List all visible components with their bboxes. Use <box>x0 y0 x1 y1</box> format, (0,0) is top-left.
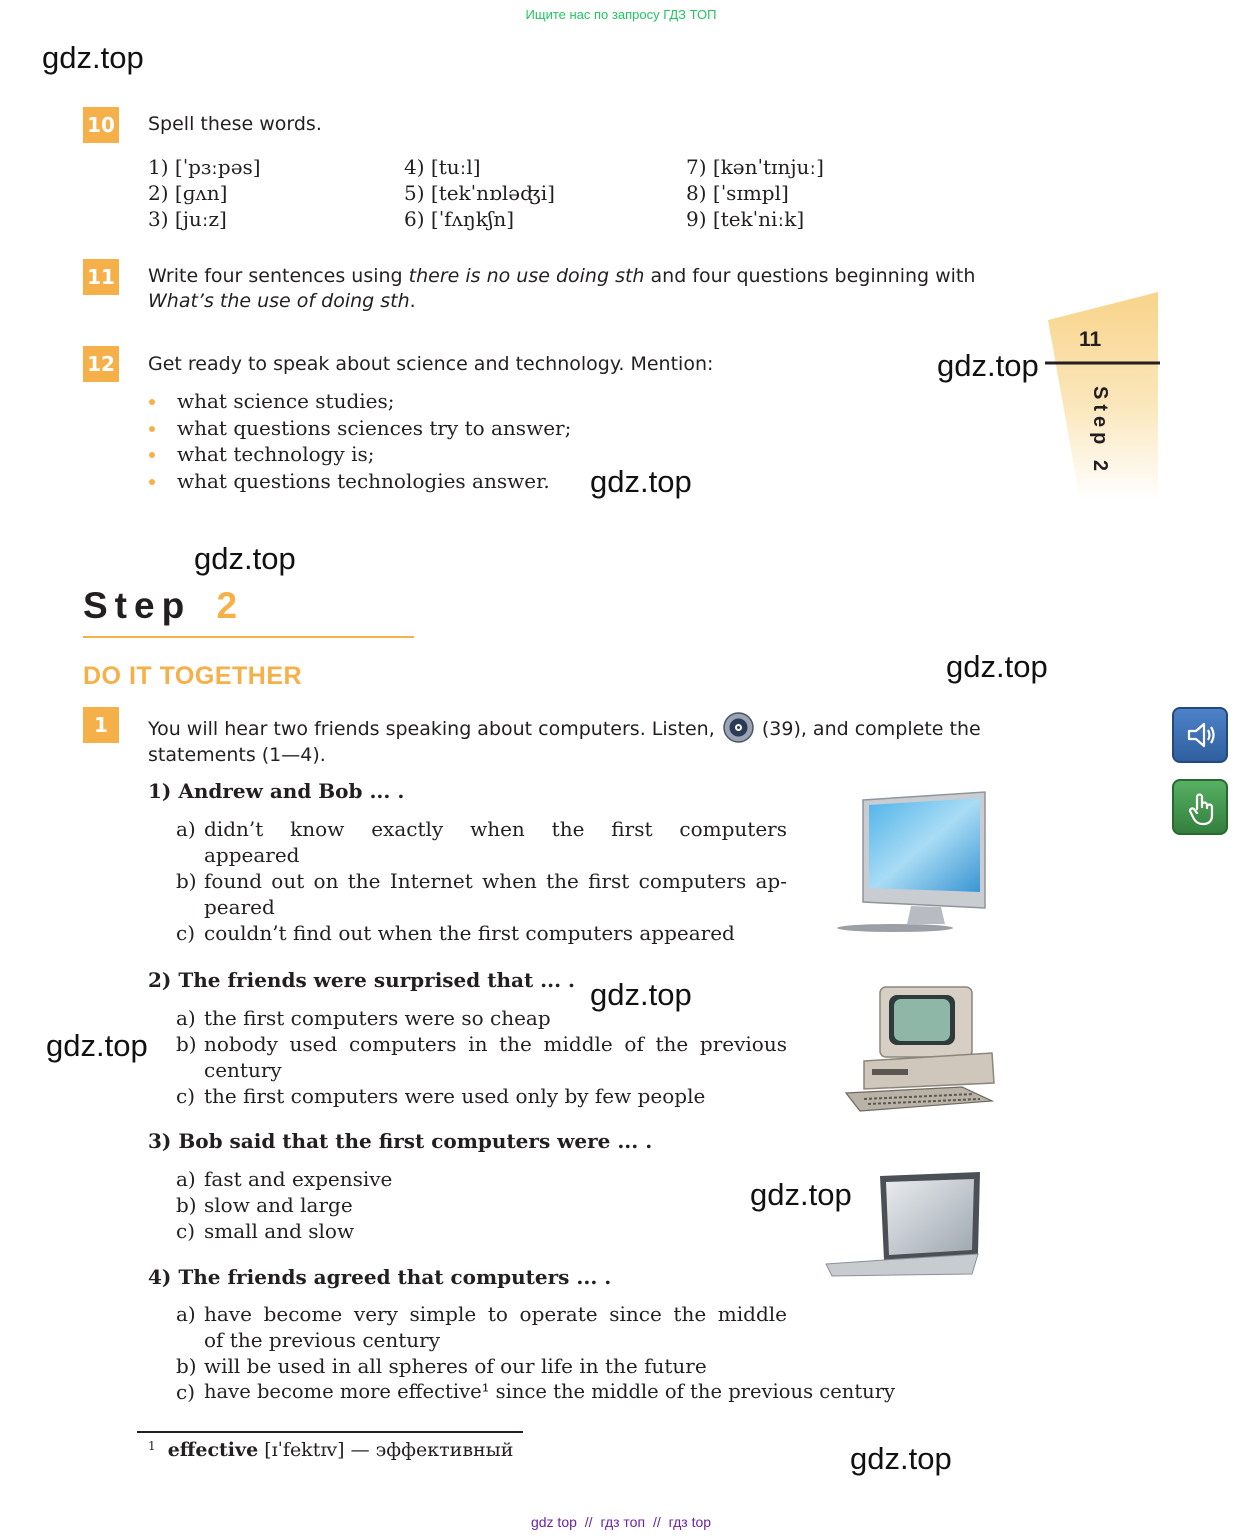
footer-separator: // <box>652 1514 661 1530</box>
instruction-text: (39), and complete the <box>755 718 981 740</box>
cd-disc-icon[interactable] <box>723 712 754 743</box>
ipa-word: 9) [tekˈniːk] <box>686 207 805 231</box>
instruction-italic: there is no use doing sth <box>408 265 645 287</box>
answer-option[interactable] <box>176 1379 896 1405</box>
heading-divider <box>83 636 414 638</box>
option-letter: a) <box>176 1302 196 1326</box>
step-side-tab <box>1045 290 1160 500</box>
answer-option[interactable] <box>176 1353 787 1379</box>
answer-option[interactable] <box>176 1192 787 1218</box>
watermark: gdz.top <box>946 649 1048 684</box>
option-letter: b) <box>176 869 197 893</box>
option-text: the first computers were so cheap <box>204 1006 551 1030</box>
page-number: 11 <box>1079 328 1102 351</box>
footnote-mark: 1 <box>148 1439 156 1453</box>
list-item: what science studies; <box>148 388 571 415</box>
answer-option[interactable] <box>176 1218 787 1244</box>
watermark: gdz.top <box>750 1177 852 1212</box>
instruction-italic: What’s the use of doing sth <box>148 290 410 312</box>
option-text: appeared <box>204 843 300 867</box>
option-letter: b) <box>176 1032 197 1056</box>
question-1-options <box>176 816 787 946</box>
watermark: gdz.top <box>590 464 692 499</box>
option-text: will be used in all spheres of our life in the future <box>204 1354 707 1378</box>
option-text: have become very simple to operate since the middle <box>204 1302 787 1326</box>
footer-link[interactable]: гдз top <box>668 1514 712 1530</box>
ipa-word: 4) [tuːl] <box>404 155 481 179</box>
exercise-1-instruction <box>148 712 981 768</box>
answer-option[interactable] <box>176 1031 787 1083</box>
option-letter: a) <box>176 1167 196 1191</box>
answer-option[interactable] <box>176 816 787 868</box>
option-text: slow and large <box>204 1193 353 1217</box>
section-heading: DO IT TOGETHER <box>83 662 303 690</box>
option-text: peared <box>204 895 275 919</box>
instruction-text: . <box>409 290 416 312</box>
answer-option[interactable] <box>176 1083 787 1109</box>
watermark: gdz.top <box>46 1028 148 1063</box>
ipa-word: 3) [juːz] <box>148 207 227 231</box>
watermark: gdz.top <box>850 1441 952 1476</box>
instruction-text: Write four sentences using <box>148 265 409 287</box>
exercise-number-1: 1 <box>83 707 119 743</box>
option-letter: a) <box>176 817 196 841</box>
ipa-word: 5) [tekˈnɒləʤi] <box>404 181 555 205</box>
answer-option[interactable] <box>176 1301 787 1353</box>
option-letter: b) <box>176 1354 197 1378</box>
option-letter: c) <box>176 1380 196 1404</box>
list-item: what technology is; <box>148 441 571 468</box>
exercise-number-10: 10 <box>83 107 119 143</box>
option-letter: c) <box>176 921 196 945</box>
option-text: century <box>204 1058 282 1082</box>
monitor-image <box>835 790 995 935</box>
question-2-options <box>176 1005 787 1109</box>
footer-link[interactable]: gdz top <box>530 1514 577 1530</box>
retro-computer-image <box>842 983 997 1118</box>
question-3-options <box>176 1166 787 1244</box>
exercise-11-instruction <box>148 264 975 314</box>
option-text: the first computers were used only by few people <box>204 1084 706 1108</box>
watermark: gdz.top <box>937 348 1039 383</box>
option-letter: b) <box>176 1193 197 1217</box>
touch-hand-icon <box>1186 791 1218 827</box>
ipa-word: 2) [ɡʌn] <box>148 181 228 205</box>
question-1: 1) Andrew and Bob ... . <box>148 779 405 803</box>
answer-option[interactable] <box>176 1166 787 1192</box>
question-4: 4) The friends agreed that computers ... . <box>148 1265 612 1289</box>
answer-option[interactable] <box>176 920 787 946</box>
step-heading-word: Step <box>83 585 192 626</box>
answer-option[interactable] <box>176 868 787 920</box>
instruction-text: You will hear two friends speaking about computers. Listen, <box>148 718 721 740</box>
ipa-word: 8) [ˈsɪmpl] <box>686 181 789 205</box>
option-letter: c) <box>176 1084 196 1108</box>
laptop-image <box>822 1170 982 1282</box>
footer-separator: // <box>584 1514 593 1530</box>
footnote-rule <box>137 1431 523 1433</box>
step-heading <box>83 585 244 627</box>
answer-option[interactable] <box>176 1005 787 1031</box>
instruction-text: statements (1—4). <box>148 744 326 766</box>
question-3: 3) Bob said that the first computers were ... . <box>148 1129 653 1153</box>
footnote-word: effective <box>167 1439 259 1461</box>
exercise-10-instruction: Spell these words. <box>148 113 322 135</box>
exercise-number-12: 12 <box>83 346 119 382</box>
question-4-options <box>176 1301 896 1405</box>
footnote-definition: [ɪˈfektɪv] — эффективный <box>258 1439 514 1461</box>
ipa-word: 1) [ˈpɜːpəs] <box>148 155 261 179</box>
option-letter: a) <box>176 1006 196 1030</box>
option-letter: c) <box>176 1219 196 1243</box>
search-banner: Ищите нас по запросу ГДЗ ТОП <box>525 7 717 22</box>
option-text: of the previous century <box>204 1328 441 1352</box>
option-text: small and slow <box>204 1219 355 1243</box>
watermark: gdz.top <box>590 977 692 1012</box>
watermark: gdz.top <box>42 40 144 75</box>
ipa-word: 6) [ˈfʌŋkʃn] <box>404 207 514 231</box>
option-text: have become more effective¹ since the middle of the previous century <box>204 1380 896 1403</box>
footnote <box>148 1439 513 1461</box>
ipa-word: 7) [kənˈtɪnjuː] <box>686 155 824 179</box>
audio-button[interactable] <box>1172 707 1228 763</box>
option-text: fast and expensive <box>204 1167 393 1191</box>
side-tab-label: Step 2 <box>1089 386 1111 477</box>
option-text: didn’t know exactly when the first computers <box>204 817 787 841</box>
list-item: what questions sciences try to answer; <box>148 415 571 442</box>
option-text: nobody used computers in the middle of the previous <box>204 1032 787 1056</box>
list-item: what questions technologies answer. <box>148 468 571 495</box>
question-2: 2) The friends were surprised that ... . <box>148 968 575 992</box>
exercise-number-11: 11 <box>83 259 119 295</box>
instruction-text: and four questions beginning with <box>644 265 976 287</box>
exercise-12-bullets <box>148 388 571 494</box>
option-text: found out on the Internet when the first computers ap- <box>204 869 787 893</box>
audio-speaker-icon <box>1186 719 1218 751</box>
touch-button[interactable] <box>1172 779 1228 835</box>
option-text: couldn’t find out when the first computers appeared <box>204 921 735 945</box>
watermark: gdz.top <box>194 541 296 576</box>
footer-links <box>0 1514 1242 1530</box>
step-heading-number: 2 <box>216 585 245 626</box>
footer-link[interactable]: гдз топ <box>600 1514 646 1530</box>
exercise-12-instruction: Get ready to speak about science and technology. Mention: <box>148 353 714 375</box>
